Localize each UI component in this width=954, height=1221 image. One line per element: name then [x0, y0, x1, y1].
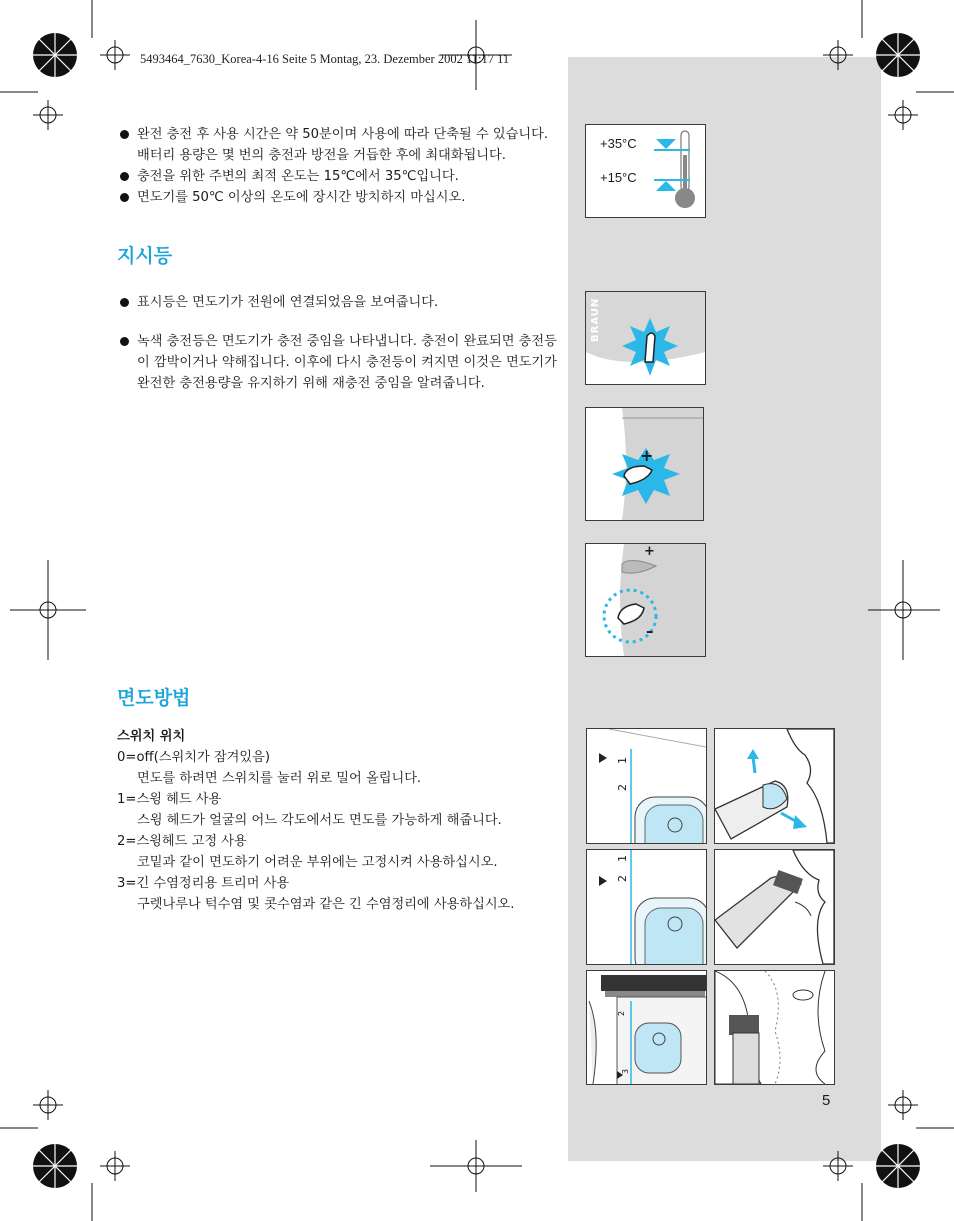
position-desc: 코밑과 같이 면도하기 어려운 부위에는 고정시켜 사용하십시오.	[137, 855, 498, 870]
switch-mark: 2	[617, 1010, 627, 1017]
power-indicator-figure	[585, 291, 706, 385]
switch-mark: 3	[621, 1068, 631, 1075]
print-slug: 5493464_7630_Korea-4-16 Seite 5 Montag, 23. Dezember 2002 11:17 11	[140, 52, 510, 66]
switch-mark: 1	[616, 757, 629, 764]
shaving-heading: 면도방법	[117, 687, 191, 709]
switch-mark: 1	[616, 855, 629, 862]
charging-light-figure	[585, 407, 704, 521]
position-label: 2=스윙헤드 고정 사용	[117, 834, 247, 849]
recharge-light-figure	[585, 543, 706, 657]
charging-info	[117, 124, 557, 208]
switch-title: 스위치 위치	[117, 729, 186, 744]
plus-sign: +	[640, 446, 654, 465]
swing-head-shaving-figure	[714, 728, 835, 844]
charging-bullet-temperature: 충전을 위한 주변의 최적 온도는 15℃에서 35℃입니다.	[117, 166, 557, 187]
temp-low-label: +15°C	[600, 170, 637, 185]
indicator-bullet-charging: 녹색 충전등은 면도기가 충전 중임을 나타냅니다. 충전이 완료되면 충전등이 깜박이거나 약해집니다. 이후에 다시 충전등이 켜지면 이것은 면도기가 완전한 충전용량을 유지하기 위해 재충전 중임을 알려줍니다.	[117, 331, 557, 394]
switch-positions	[117, 726, 557, 915]
temp-high-label: +35°C	[600, 136, 637, 151]
switch-figure-2	[586, 849, 707, 965]
trimmer-switch-figure	[586, 970, 707, 1085]
position-desc: 면도를 하려면 스위치를 눌러 위로 밀어 올립니다.	[137, 771, 422, 786]
indicator-heading: 지시등	[117, 245, 173, 267]
position-label: 1=스윙 헤드 사용	[117, 792, 222, 807]
plus-sign: +	[644, 544, 655, 559]
indicator-info	[117, 292, 557, 394]
charging-bullet-warning: 면도기를 50℃ 이상의 온도에 장시간 방치하지 마십시오.	[117, 187, 557, 208]
fixed-head-shaving-figure	[714, 849, 835, 965]
position-label: 0=off(스위치가 잠겨있음)	[117, 750, 270, 765]
switch-mark: 2	[616, 784, 629, 791]
thermometer-icon	[586, 125, 705, 217]
position-desc: 스윙 헤드가 얼굴의 어느 각도에서도 면도를 가능하게 해줍니다.	[137, 813, 502, 828]
indicator-bullet-power: 표시등은 면도기가 전원에 연결되었음을 보여줍니다.	[117, 292, 557, 313]
page-number: 5	[822, 1092, 831, 1109]
temperature-figure	[585, 124, 706, 218]
charging-bullet-runtime: 완전 충전 후 사용 시간은 약 50분이며 사용에 따라 단축될 수 있습니다. 배터리 용량은 몇 번의 충전과 방전을 거듭한 후에 최대화됩니다.	[117, 124, 557, 166]
switch-mark: 2	[616, 875, 629, 882]
braun-logo: BRAUN	[590, 297, 601, 342]
minus-sign: –	[646, 622, 654, 640]
position-desc: 구렛나루나 턱수염 및 콧수염과 같은 긴 수염정리에 사용하십시오.	[137, 897, 515, 912]
trimmer-sideburn-figure	[714, 970, 835, 1085]
position-label: 3=긴 수염정리용 트리머 사용	[117, 876, 290, 891]
switch-figure-1	[586, 728, 707, 844]
